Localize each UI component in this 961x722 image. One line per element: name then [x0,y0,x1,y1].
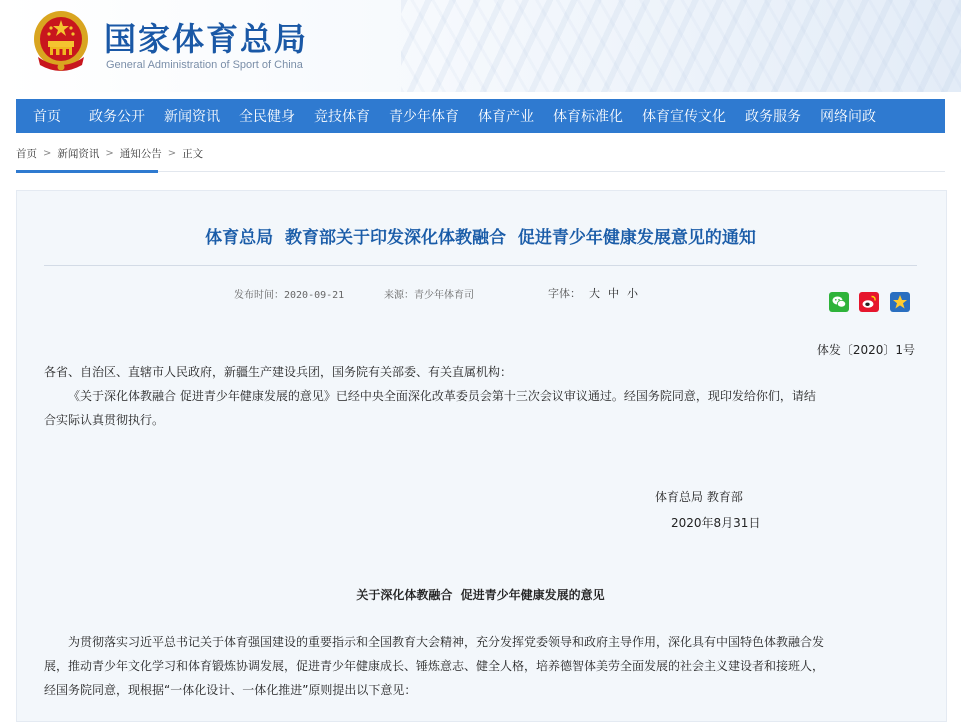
nav-item-sports-industry[interactable]: 体育产业 [478,109,534,125]
signature-date: 2020年8月31日 [671,516,761,530]
title-divider [44,265,917,266]
font-size-control [548,285,638,301]
breadcrumb-news[interactable]: 新闻资讯 [57,148,100,160]
paragraph-2-line-3: 经国务院同意，现根据“一体化设计、一体化推进”原则提出以下意见： [44,683,417,697]
main-nav [16,99,945,133]
wechat-icon[interactable] [829,292,849,312]
font-size-small[interactable]: 小 [627,287,638,300]
nav-item-news[interactable]: 新闻资讯 [164,109,220,125]
paragraph-1-line-2: 合实际认真贯彻执行。 [44,413,165,427]
nav-item-youth-sports[interactable]: 青少年体育 [389,109,459,125]
article-source: 来源：青少年体育司 [384,290,474,301]
nav-item-government-affairs[interactable]: 政务公开 [89,109,145,125]
article-title: 体育总局 教育部关于印发深化体教融合 促进青少年健康发展意见的通知 [205,228,756,248]
site-header [0,0,961,92]
paragraph-1-line-1: 《关于深化体教融合 促进青少年健康发展的意见》已经中央全面深化改革委员会第十三次会议审议通过。经国务院同意，现印发给你们，请结 [68,389,816,403]
nav-item-publicity-culture[interactable]: 体育宣传文化 [642,109,726,125]
nav-item-home[interactable]: 首页 [33,109,61,125]
favorite-icon[interactable] [890,292,910,312]
site-subtitle: General Administration of Sport of China [106,59,303,71]
font-size-label: 字体： [548,287,581,300]
addressee-line: 各省、自治区、直辖市人民政府，新疆生产建设兵团，国务院有关部委、有关直属机构： [44,365,513,379]
attachment-title: 关于深化体教融合 促进青少年健康发展的意见 [356,588,605,602]
nav-item-online-inquiry[interactable]: 网络问政 [820,109,876,125]
document-number: 体发〔2020〕1号 [816,343,915,357]
header-decoration [401,0,961,92]
breadcrumb-accent-bar [16,170,158,173]
font-size-large[interactable]: 大 [589,287,600,300]
breadcrumb-current: 正文 [182,148,204,160]
breadcrumb [16,146,203,161]
breadcrumb-separator: > [105,148,114,159]
breadcrumb-home[interactable]: 首页 [16,148,37,160]
paragraph-2-line-2: 展，推动青少年文化学习和体育锻炼协调发展，促进青少年健康成长、锤炼意志、健全人格，培养德智体美劳全面发展的社会主义建设者和接班人， [44,659,825,673]
national-emblem-icon[interactable] [32,9,90,75]
breadcrumb-separator: > [43,148,52,159]
breadcrumb-separator: > [167,148,177,159]
weibo-icon[interactable] [859,292,879,312]
nav-item-services[interactable]: 政务服务 [745,109,801,125]
signature-organizations: 体育总局 教育部 [655,490,743,504]
nav-item-competitive-sports[interactable]: 竞技体育 [314,109,370,125]
publish-time: 发布时间：2020-09-21 [234,290,345,301]
font-size-medium[interactable]: 中 [608,287,619,300]
nav-item-national-fitness[interactable]: 全民健身 [239,109,295,125]
site-title[interactable]: 国家体育总局 [104,20,309,58]
nav-item-standardization[interactable]: 体育标准化 [553,109,623,125]
breadcrumb-notices[interactable]: 通知公告 [119,148,162,160]
paragraph-2-line-1: 为贯彻落实习近平总书记关于体育强国建设的重要指示和全国教育大会精神，充分发挥党委领导和政府主导作用，深化具有中国特色体教融合发 [68,635,825,649]
